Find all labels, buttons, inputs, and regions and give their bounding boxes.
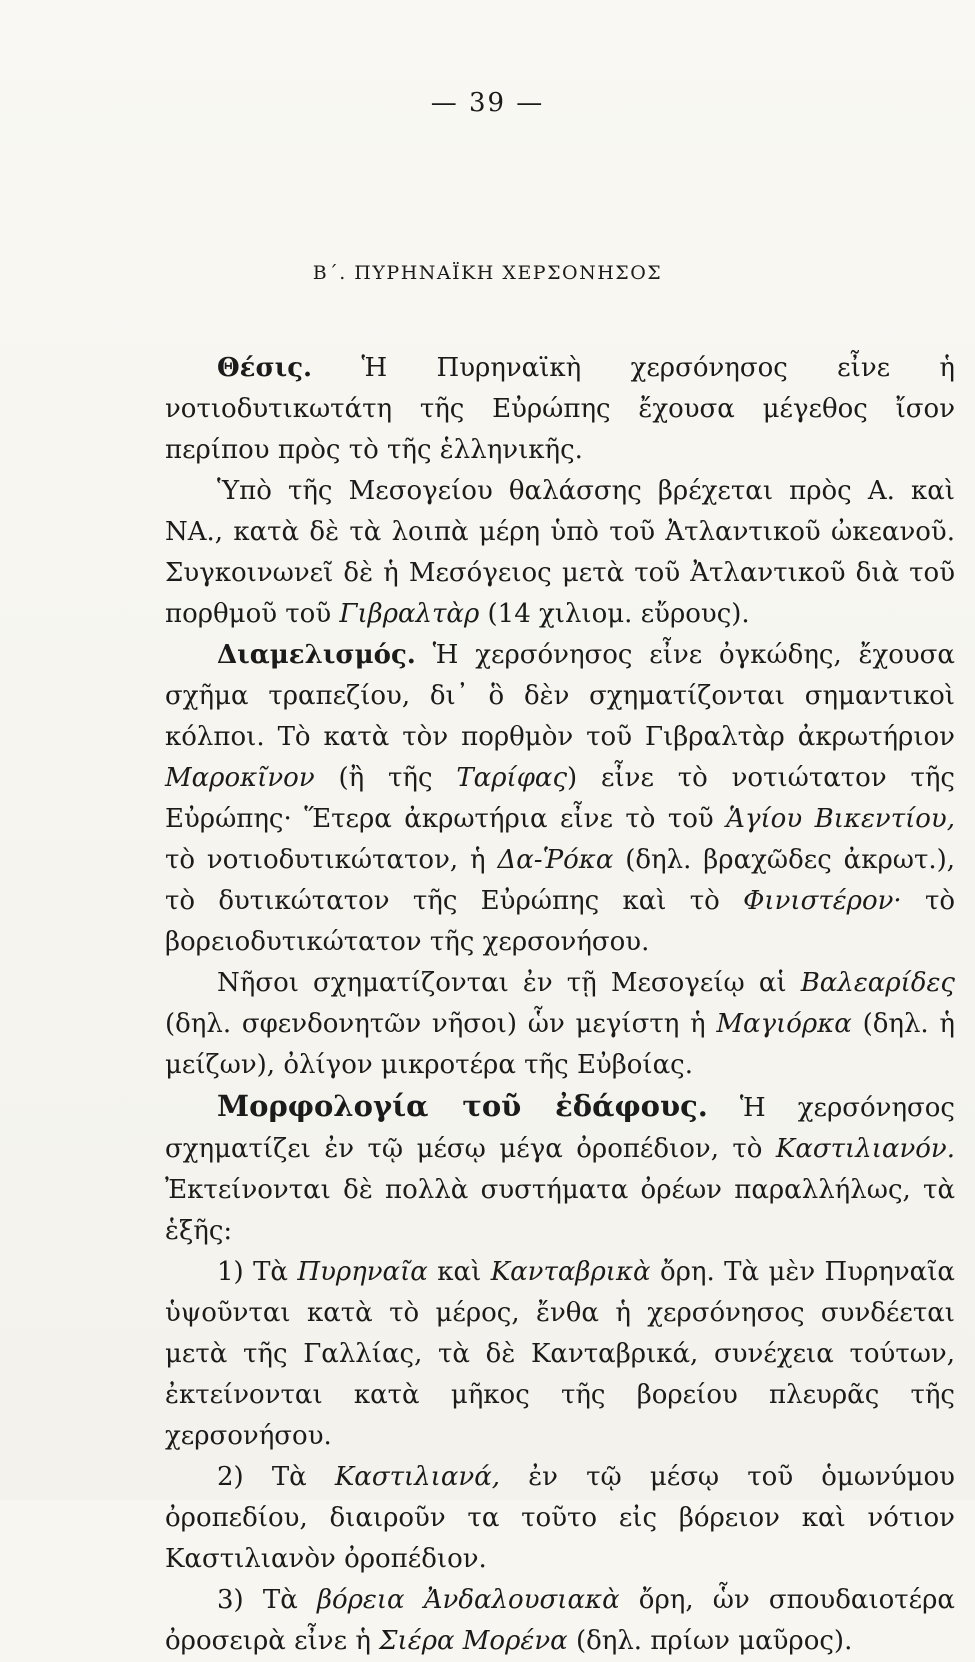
- list-item-1: [165, 1252, 955, 1457]
- text-run: 3) Τὰ: [217, 1585, 317, 1615]
- italic-term: Ταρίφας: [456, 763, 568, 793]
- text-run: (ἢ τῆς: [314, 763, 457, 793]
- italic-term: Βαλεαρίδες: [800, 968, 955, 998]
- paragraph-lead: Θέσις.: [217, 353, 313, 383]
- paragraph-lead: Μορφολογία τοῦ ἐδάφους.: [217, 1089, 708, 1123]
- paragraph-coastline: [165, 635, 955, 963]
- text-run: ὄρη. Τὰ μὲν Πυρηναῖα ὑψοῦνται κατὰ τὸ μέρος, ἔνθα ἡ χερσόνησος συνδέεται μετὰ τῆς Γαλλίας, τὰ δὲ Κανταβρικά, συνέχεια τούτων, ἐκτείνονται κατὰ μῆκος τῆς βορείου πλευρᾶς τῆς χερσονήσου.: [165, 1257, 955, 1451]
- text-run: τὸ βορειοδυτικώτατον τῆς χερσονήσου.: [165, 886, 955, 957]
- italic-term: Ἁγίου Βικεντίου,: [726, 804, 955, 834]
- text-run: 2) Τὰ: [217, 1462, 335, 1492]
- text-run: Ὑπὸ τῆς Μεσογείου θαλάσσης βρέχεται πρὸς Α. καὶ ΝΑ., κατὰ δὲ τὰ λοιπὰ μέρη ὑπὸ τοῦ Ἀτλαντικοῦ ὠκεανοῦ. Συγκοινωνεῖ δὲ ἡ Μεσόγειος μετὰ τοῦ Ἀτλαντικοῦ διὰ τοῦ πορθμοῦ τοῦ: [165, 476, 955, 629]
- paragraph-text: Ἡ Πυρηναϊκὴ χερσόνησος εἶνε ἡ νοτιοδυτικωτάτη τῆς Εὐρώπης ἔχουσα μέγεθος ἴσον περίπου πρὸς τὸ τῆς ἑλληνικῆς.: [165, 353, 955, 465]
- text-run: Ἡ χερσόνησος σχηματίζει ἐν τῷ μέσῳ μέγα ὀροπέδιον, τὸ: [165, 1093, 955, 1164]
- page-number: — 39 —: [430, 88, 545, 118]
- text-run: (14 χιλιομ. εὔρους).: [479, 599, 750, 629]
- italic-term: Καστιλιανόν.: [775, 1134, 955, 1164]
- italic-term: Κανταβρικὰ: [490, 1257, 651, 1287]
- paragraph-position: [165, 348, 955, 471]
- italic-term: Μαγιόρκα: [716, 1009, 852, 1039]
- list-item-3: [165, 1580, 955, 1662]
- text-run: (δηλ. σφενδονητῶν νῆσοι) ὧν μεγίστη ἡ: [165, 1009, 717, 1039]
- text-run: καὶ: [427, 1257, 491, 1287]
- text-run: Ἡ χερσόνησος εἶνε ὀγκώδης, ἔχουσα σχῆμα τραπεζίου, δι᾽ ὃ δὲν σχηματίζονται σημαντικοὶ κόλποι. Τὸ κατὰ τὸν πορθμὸν τοῦ Γιβραλτὰρ ἀκρωτήριον: [165, 640, 955, 752]
- italic-term: Πυρηναῖα: [297, 1257, 428, 1287]
- text-run: 1) Τὰ: [217, 1257, 298, 1287]
- body-text: [165, 348, 955, 1662]
- italic-term: Σιέρα Μορένα: [379, 1626, 568, 1656]
- section-heading: Β΄. ΠΥΡΗΝΑΪΚΗ ΧΕΡΣΟΝΗΣΟΣ: [312, 262, 663, 284]
- paragraph-islands: [165, 963, 955, 1086]
- paragraph-seas: [165, 471, 955, 635]
- italic-term: βόρεια Ἀνδαλουσιακὰ: [316, 1585, 620, 1615]
- italic-term: Φινιστέρον·: [743, 886, 902, 916]
- italic-term: Δα-Ῥόκα: [497, 845, 614, 875]
- text-run: Νῆσοι σχηματίζονται ἐν τῇ Μεσογείῳ αἱ: [217, 968, 801, 998]
- text-run: Ἐκτείνονται δὲ πολλὰ συστήματα ὀρέων παραλλήλως, τὰ ἑξῆς:: [165, 1175, 955, 1246]
- text-run: ὄρη, ὧν σπουδαιοτέρα ὀροσειρὰ εἶνε ἡ: [165, 1585, 955, 1656]
- text-run: ) εἶνε τὸ νοτιώτατον τῆς Εὐρώπης· Ἕτερα ἀκρωτήρια εἶνε τὸ τοῦ: [165, 763, 955, 834]
- list-item-2: [165, 1457, 955, 1580]
- text-run: ἐν τῷ μέσῳ τοῦ ὁμωνύμου ὀροπεδίου, διαιροῦν τα τοῦτο εἰς βόρειον καὶ νότιον Καστιλιανὸν ὀροπέδιον.: [165, 1462, 955, 1574]
- text-run: (δηλ. ἡ μείζων), ὀλίγον μικροτέρα τῆς Εὐβοίας.: [165, 1009, 955, 1080]
- paragraph-lead: Διαμελισμός.: [217, 640, 416, 670]
- text-run: (δηλ. πρίων μαῦρος).: [567, 1626, 853, 1656]
- text-run: τὸ νοτιοδυτικώτατον, ἡ: [165, 845, 498, 875]
- text-run: (δηλ. βραχῶδες ἀκρωτ.), τὸ δυτικώτατον τῆς Εὐρώπης καὶ τὸ: [165, 845, 955, 916]
- italic-term: Καστιλιανά,: [334, 1462, 501, 1492]
- paragraph-morphology: [165, 1086, 955, 1252]
- italic-term: Μαροκῖνον: [165, 763, 315, 793]
- italic-term: Γιβραλτὰρ: [339, 599, 480, 629]
